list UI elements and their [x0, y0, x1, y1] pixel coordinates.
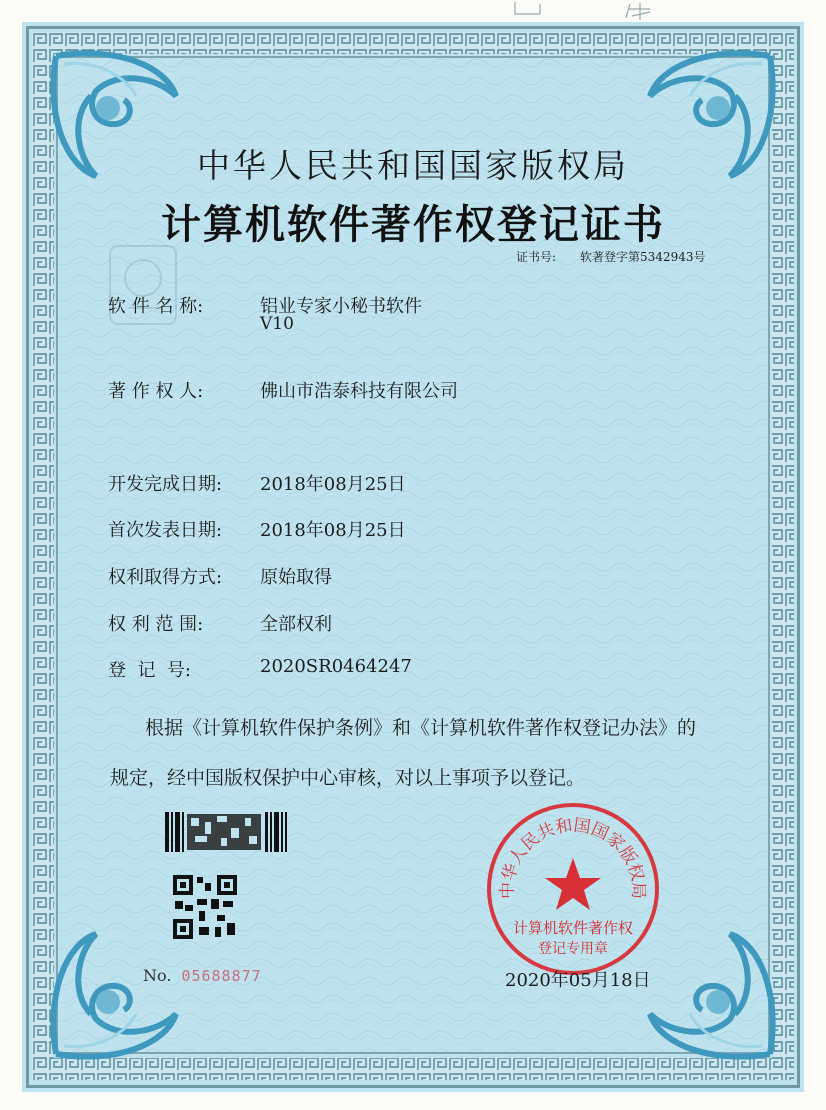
field-label: 权 利 范 围:: [108, 614, 204, 635]
qr-code: [173, 875, 237, 939]
corner-ornament-bottom-right: [640, 924, 790, 1074]
statement-line-2: 规定，经中国版权保护中心审核，对以上事项予以登记。: [110, 767, 586, 789]
field-value: 原始取得: [260, 567, 332, 588]
field-value: 2020SR0464247: [260, 656, 412, 677]
field-software-name: [108, 292, 422, 318]
field-acquisition-method: [108, 563, 332, 589]
official-seal: [484, 800, 662, 978]
field-value: 全部权利: [260, 614, 332, 635]
field-label: 首次发表日期:: [108, 520, 223, 541]
field-label: 著 作 权 人:: [108, 381, 204, 402]
certificate-title: 计算机软件著作权登记证书: [161, 201, 665, 248]
seal-inner-line-2: 登记专用章: [538, 941, 608, 957]
corner-ornament-bottom-left: [36, 924, 186, 1074]
barcode: [165, 812, 287, 852]
seal-outer-text: 中华人民共和国国家版权局: [497, 815, 649, 900]
certificate-number-value: 软著登字第5342943号: [580, 250, 706, 264]
statement-line-1: 根据《计算机软件保护条例》和《计算机软件著作权登记办法》的: [145, 717, 697, 739]
certificate-number: [516, 248, 706, 265]
field-value: 铝业专家小秘书软件: [260, 296, 422, 317]
serial-label: No.: [143, 966, 172, 985]
certificate-number-label: 证书号:: [516, 250, 557, 264]
software-version: V10: [260, 314, 294, 334]
field-value: 2018年08月25日: [260, 474, 406, 495]
serial-number: [143, 966, 262, 985]
serial-value: 05688877: [181, 967, 262, 985]
field-value: 2018年08月25日: [260, 520, 406, 541]
seal-inner-line-1: 计算机软件著作权: [512, 919, 634, 937]
field-label: 权利取得方式:: [108, 567, 223, 588]
field-owner: [108, 377, 458, 403]
field-value: 佛山市浩泰科技有限公司: [260, 381, 458, 402]
field-dev-complete-date: [108, 470, 406, 496]
field-label: 登 记 号:: [108, 660, 191, 681]
field-label: 开发完成日期:: [108, 474, 223, 495]
field-label: 软 件 名 称:: [108, 296, 204, 317]
field-registration-no: [108, 656, 412, 682]
issue-date: 2020年05月18日: [505, 970, 651, 991]
field-rights-scope: [108, 610, 332, 636]
issuer-title: 中华人民共和国国家版权局: [197, 146, 629, 185]
field-first-publish-date: [108, 516, 406, 542]
